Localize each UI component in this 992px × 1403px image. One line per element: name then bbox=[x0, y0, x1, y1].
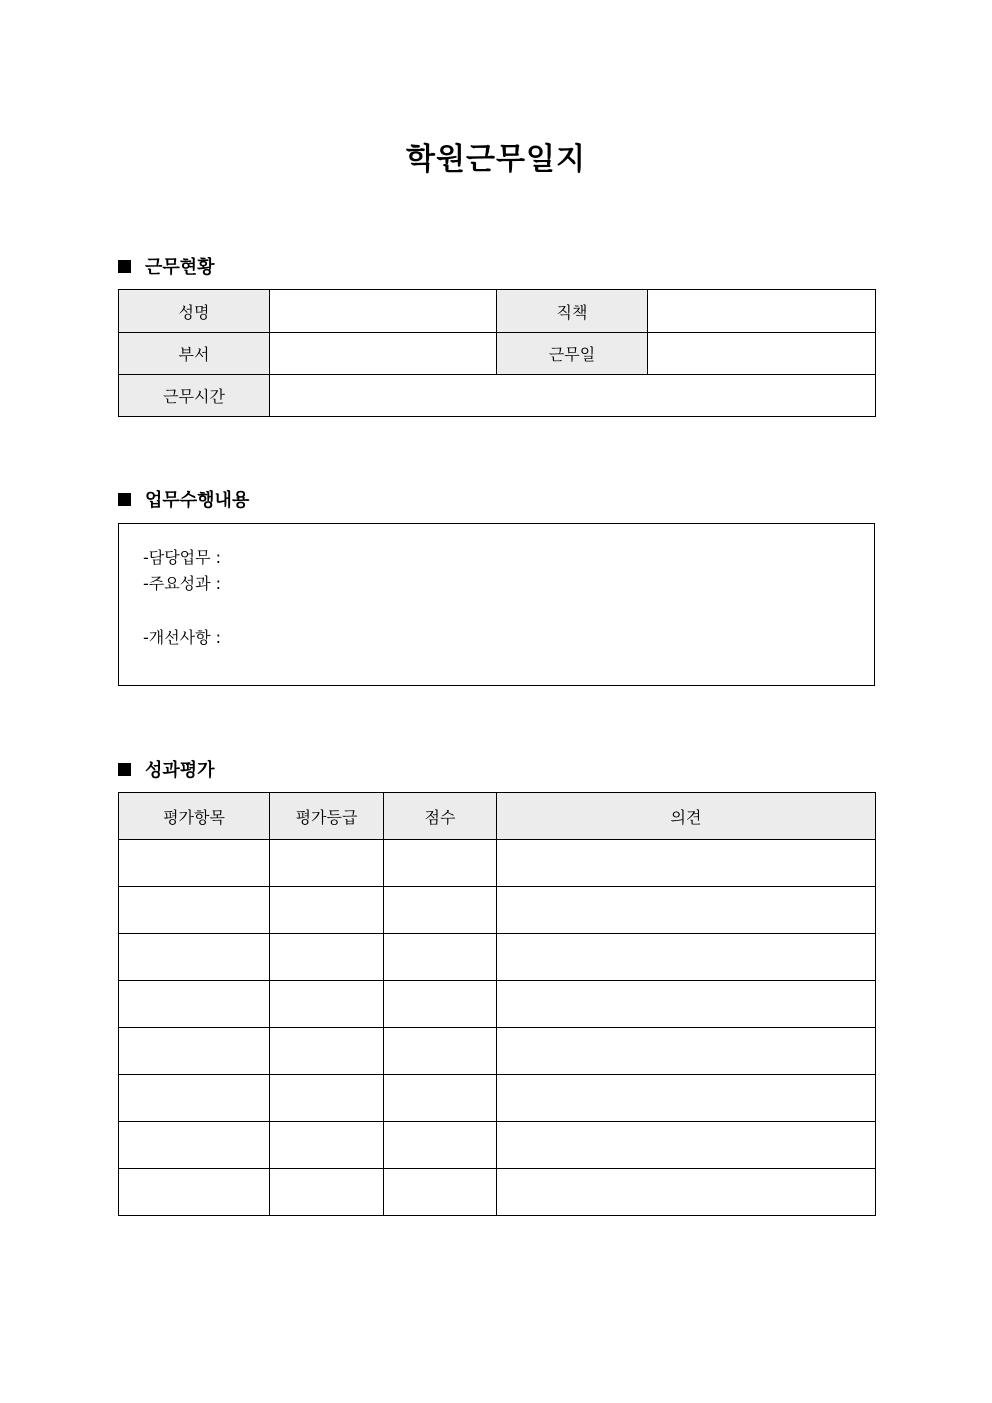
table-cell[interactable] bbox=[384, 934, 497, 981]
table-cell[interactable] bbox=[384, 1122, 497, 1169]
section-heading-work bbox=[118, 486, 249, 512]
improvement-line: -개선사항 : bbox=[143, 628, 222, 647]
table-cell[interactable] bbox=[497, 1028, 876, 1075]
table-cell[interactable] bbox=[119, 1075, 270, 1122]
table-cell[interactable] bbox=[119, 887, 270, 934]
section-heading-status bbox=[118, 253, 215, 279]
work-content-box[interactable] bbox=[118, 523, 875, 686]
table-cell[interactable] bbox=[497, 840, 876, 887]
table-cell[interactable] bbox=[270, 934, 384, 981]
table-cell[interactable] bbox=[119, 981, 270, 1028]
table-cell[interactable] bbox=[497, 1122, 876, 1169]
table-cell[interactable] bbox=[384, 840, 497, 887]
square-bullet-icon bbox=[118, 260, 131, 273]
table-cell[interactable] bbox=[497, 981, 876, 1028]
table-row bbox=[119, 1075, 876, 1122]
table-cell[interactable] bbox=[270, 1028, 384, 1075]
table-row bbox=[119, 1122, 876, 1169]
table-cell[interactable] bbox=[270, 1122, 384, 1169]
table-cell[interactable] bbox=[497, 887, 876, 934]
section-heading-evaluation-label: 성과평가 bbox=[145, 760, 215, 781]
department-field[interactable] bbox=[270, 333, 497, 375]
page-title: 학원근무일지 bbox=[406, 142, 586, 177]
table-cell[interactable] bbox=[384, 1169, 497, 1216]
column-header-score: 점수 bbox=[384, 793, 497, 840]
square-bullet-icon bbox=[118, 493, 131, 506]
position-field[interactable] bbox=[648, 290, 876, 333]
table-cell[interactable] bbox=[270, 840, 384, 887]
table-cell[interactable] bbox=[119, 1169, 270, 1216]
table-cell[interactable] bbox=[119, 1028, 270, 1075]
department-label: 부서 bbox=[119, 333, 270, 375]
name-field[interactable] bbox=[270, 290, 497, 333]
section-heading-work-label: 업무수행내용 bbox=[145, 490, 250, 511]
table-cell[interactable] bbox=[384, 1028, 497, 1075]
section-heading-status-label: 근무현황 bbox=[145, 257, 215, 278]
table-cell[interactable] bbox=[119, 1122, 270, 1169]
section-heading-evaluation bbox=[118, 756, 215, 782]
status-row-2 bbox=[119, 333, 876, 375]
square-bullet-icon bbox=[118, 763, 131, 776]
status-table bbox=[118, 289, 876, 417]
work-day-field[interactable] bbox=[648, 333, 876, 375]
duty-line: -담당업무 : bbox=[143, 548, 222, 567]
table-row bbox=[119, 887, 876, 934]
status-row-3 bbox=[119, 375, 876, 417]
table-row bbox=[119, 934, 876, 981]
table-cell[interactable] bbox=[384, 1075, 497, 1122]
column-header-item: 평가항목 bbox=[119, 793, 270, 840]
table-cell[interactable] bbox=[497, 1075, 876, 1122]
table-row bbox=[119, 981, 876, 1028]
table-cell[interactable] bbox=[270, 1169, 384, 1216]
table-cell[interactable] bbox=[119, 934, 270, 981]
achievement-line: -주요성과 : bbox=[143, 574, 222, 593]
work-hours-label: 근무시간 bbox=[119, 375, 270, 417]
work-day-label: 근무일 bbox=[497, 333, 648, 375]
table-cell[interactable] bbox=[270, 887, 384, 934]
status-row-1 bbox=[119, 290, 876, 333]
work-hours-field[interactable] bbox=[270, 375, 876, 417]
column-header-opinion: 의견 bbox=[497, 793, 876, 840]
table-cell[interactable] bbox=[270, 1075, 384, 1122]
name-label: 성명 bbox=[119, 290, 270, 333]
table-cell[interactable] bbox=[119, 840, 270, 887]
position-label: 직책 bbox=[497, 290, 648, 333]
evaluation-table bbox=[118, 792, 876, 1216]
evaluation-header-row bbox=[119, 793, 876, 840]
table-row bbox=[119, 1169, 876, 1216]
column-header-grade: 평가등급 bbox=[270, 793, 384, 840]
table-cell[interactable] bbox=[270, 981, 384, 1028]
table-cell[interactable] bbox=[497, 934, 876, 981]
table-cell[interactable] bbox=[384, 887, 497, 934]
table-cell[interactable] bbox=[384, 981, 497, 1028]
table-row bbox=[119, 840, 876, 887]
table-cell[interactable] bbox=[497, 1169, 876, 1216]
table-row bbox=[119, 1028, 876, 1075]
